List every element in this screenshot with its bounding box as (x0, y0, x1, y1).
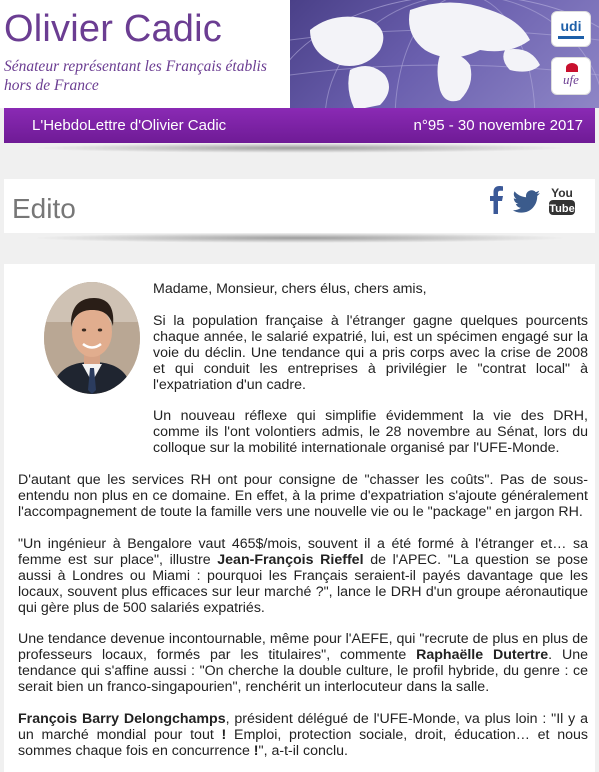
udi-logo-text: udi (560, 18, 582, 34)
article-paragraph-6-exclamation-2: ! (253, 742, 259, 759)
article-paragraph-6-exclamation-1: ! (221, 726, 227, 743)
issue-band (4, 108, 595, 143)
article-paragraph-4-text-a: "Un ingénieur à Bengalore vaut 465$/mois, souvent il a été formé à l'étranger et… sa femme est sur place", illustre (18, 535, 588, 568)
article-body (18, 282, 588, 772)
ufe-logo-text: ufe (563, 72, 579, 87)
person-name-dutertre: Raphaëlle Dutertre (416, 647, 549, 664)
youtube-tube-label: Tube (549, 203, 575, 215)
article-paragraph-6-text-c: ", a-t-il conclu. (258, 742, 348, 759)
edito-article (4, 264, 595, 772)
person-name-delongchamps: François Barry Delongchamps (18, 711, 226, 728)
edito-shadow (30, 233, 570, 243)
article-paragraph-5-text-b: . Une tendance qui s'affine aussi : "On cherche la double culture, le profil hybride, du genre : ce serait bien un franco-singapourien", renchérit un interlocuteur dans la salle. (18, 647, 588, 696)
newsletter-header (0, 0, 599, 108)
article-greeting: Madame, Monsieur, chers élus, chers amis, (153, 281, 427, 297)
facebook-icon[interactable] (487, 184, 505, 216)
udi-logo[interactable] (551, 11, 591, 47)
article-paragraph-5 (18, 632, 588, 696)
article-paragraph-4-text-b: de l'APEC. "La question se pose aussi à Londres ou Miami : pourquoi les Français seraient-il payés davantage que les locaux, souvent plus efficaces sur leur marché ?", lance le DRH d'un groupe aéronautique qui gère plus de 500 salariés expatriés. (18, 551, 588, 616)
article-paragraph-6-text-b: Emploi, protection sociale, droit, éducation… et nous sommes chaque fois en concurrence (18, 726, 589, 759)
newsletter-name: L'HebdoLettre d'Olivier Cadic (32, 117, 227, 134)
article-paragraph-3: D'autant que les services RH ont pour consigne de "chasser les coûts". Pas de sous-entendu non plus en ce domaine. En effet, à la prime d'expatriation s'ajoute généralement l'accompagnement de toute la famille vers une nouvelle vie ou le "package" en jargon RH. (18, 472, 588, 520)
edito-heading: Edito (12, 193, 76, 224)
newsletter-subtitle: Sénateur représentant les Français établis hors de France (4, 58, 267, 94)
article-paragraph-6 (18, 712, 588, 760)
article-paragraph-1: Si la population française à l'étranger gagne quelques pourcents chaque année, le salarié expatrié, lui, est un spécimen engagé sur la voie du déclin. Une tendance qui a pris corps avec la crise de 2008 et qui conduit les entreprises à privilégier le "contrat local" à l'expatriation d'un cadre. (153, 312, 588, 393)
article-paragraph-2: Un nouveau réflexe qui simplifie évidemment la vie des DRH, comme ils l'ont volontiers admis, le 28 novembre au Sénat, lors du colloque sur la mobilité internationale organisé par l'UFE-Monde. (153, 408, 588, 457)
person-name-rieffel: Jean-François Rieffel (217, 551, 364, 568)
newsletter-title: Olivier Cadic (4, 8, 222, 50)
article-paragraph-6-text-a: , président délégué de l'UFE-Monde, va plus loin : "Il y a un marché mondial pour tout (18, 711, 589, 743)
article-paragraph-5-text-a: Une tendance devenue incontournable, même pour l'AEFE, qui "recrute de plus en plus de professeurs locaux, formés par les titulaires", commente (18, 631, 588, 664)
ufe-logo[interactable] (551, 57, 591, 95)
band-shadow (30, 143, 570, 153)
edito-section-header (4, 179, 595, 233)
twitter-icon[interactable] (512, 184, 542, 216)
issue-number-date: n°95 - 30 novembre 2017 (413, 117, 583, 134)
article-paragraph-4 (18, 537, 588, 617)
udi-logo-stripe (558, 36, 584, 39)
youtube-icon[interactable] (548, 184, 576, 216)
ufe-logo-mark (566, 63, 578, 72)
youtube-you-label: You (551, 186, 573, 200)
